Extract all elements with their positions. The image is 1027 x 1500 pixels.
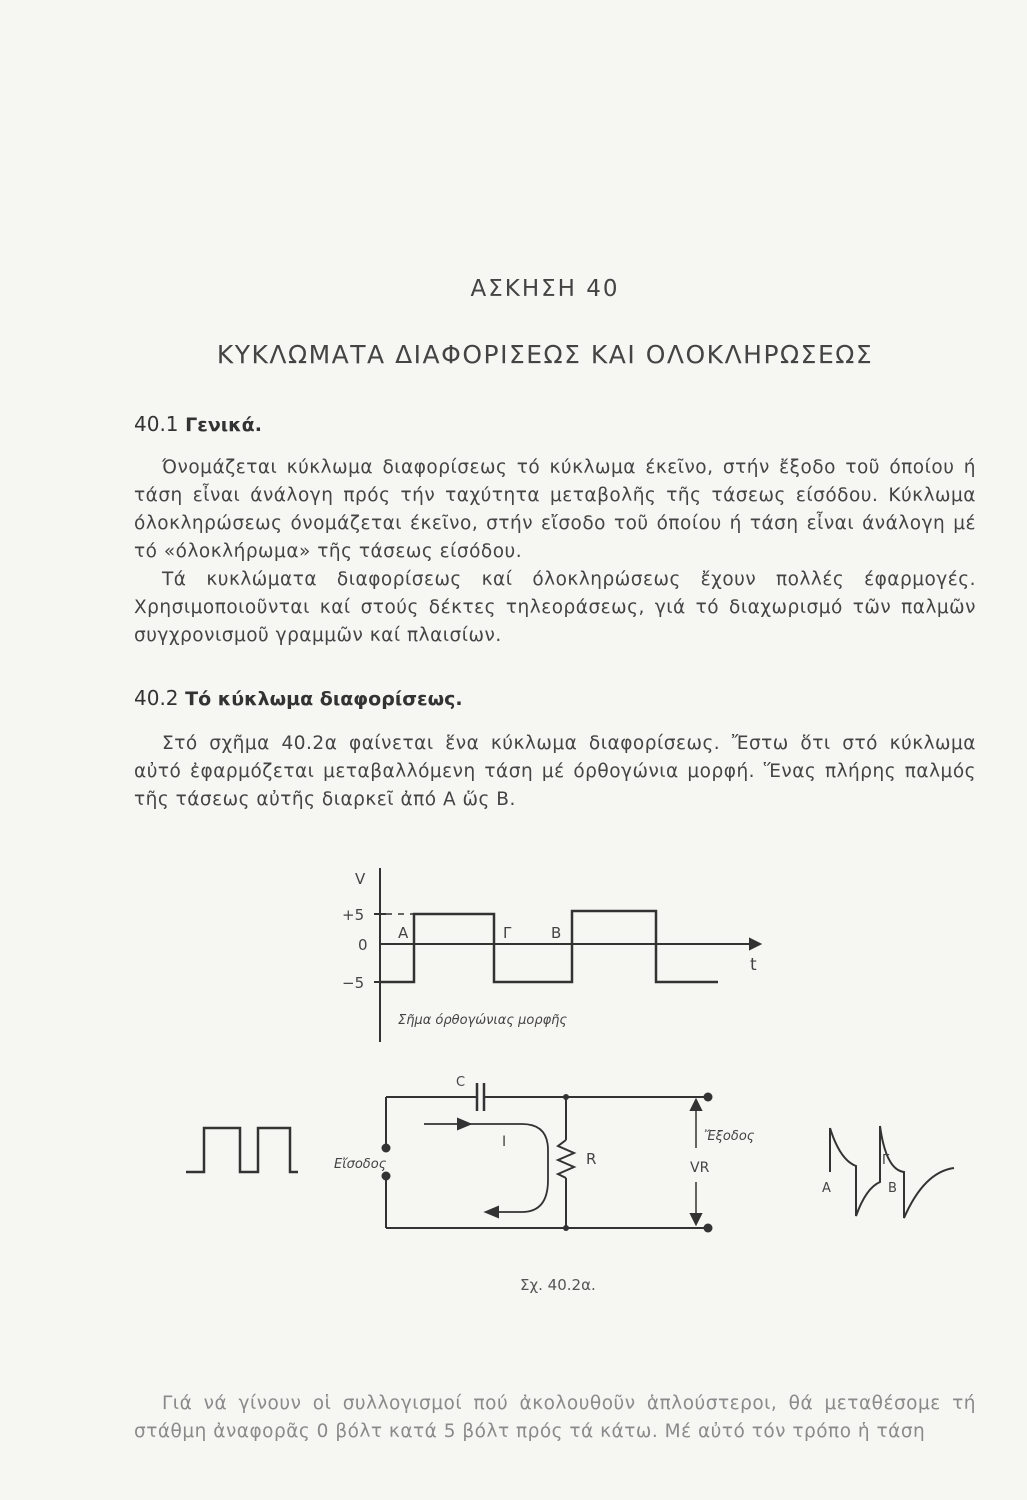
vr-arrowhead-down <box>691 1214 701 1224</box>
section-title: Τό κύκλωμα διαφορίσεως. <box>185 688 463 710</box>
label-point-b: Β <box>551 924 562 942</box>
junction-bottom <box>563 1225 569 1231</box>
terminal-in-bottom <box>382 1172 391 1181</box>
label-point-g: Γ <box>503 924 512 942</box>
graph-caption: Σῆμα όρθογώνιας μορφῆς <box>398 1013 568 1028</box>
label-tick-minus5: −5 <box>342 974 365 992</box>
paragraph-text: Γιά νά γίνουν οἱ συλλογισμοί πού ἀκολουθοῦν ἁπλούστεροι, θά μεταθέσομε τή στάθμη ἀναφορᾶς 0 βόλτ κατά 5 βόλτ πρός τά κάτω. Μέ αὐτό τόν τρόπο ἡ τάση <box>134 1393 976 1442</box>
paragraph-closing <box>134 1390 976 1446</box>
section-title: Γενικά. <box>185 414 262 436</box>
label-wave-a: Α <box>822 1181 831 1196</box>
section-number: 40.1 <box>134 412 179 436</box>
section-number: 40.2 <box>134 686 179 710</box>
label-v-axis: V <box>355 870 366 888</box>
terminal-in-top <box>382 1144 391 1153</box>
paragraph-text: Στό σχῆμα 40.2α φαίνεται ἕνα κύκλωμα διαφορίσεως. Ἔστω ὅτι στό κύκλωμα αὐτό ἐφαρμόζεται μεταβαλλόμενη τάση μέ όρθογώνια μορφή. Ἕνας πλήρης παλμός τῆς τάσεως αὐτῆς διαρκεῖ ἀπό Α ὥς Β. <box>134 733 976 810</box>
label-output-voltage: VR <box>690 1160 710 1176</box>
resistor <box>558 1140 574 1178</box>
vr-arrowhead-up <box>691 1100 701 1110</box>
label-tick-plus5: +5 <box>342 906 365 924</box>
label-capacitor: C <box>456 1075 466 1090</box>
label-output: Ἔξοδος <box>704 1129 755 1144</box>
label-point-a: Α <box>398 924 409 942</box>
paragraph-text: Όνομάζεται κύκλωμα διαφορίσεως τό κύκλωμα έκεῖνο, στήν ἔξοδο τοῦ όποίου ή τάση εἶναι άνάλογη πρός τήν ταχύτητα μεταβολῆς τῆς τάσεως είσόδου. Κύκλωμα όλοκληρώσεως όνομάζεται έκεῖνο, στήν εἴσοδο τοῦ όποίου ή τάση εἶναι άνάλογη μέ τό «όλοκλήρωμα» τῆς τάσεως είσόδου. <box>134 457 976 562</box>
label-wave-b: Β <box>888 1181 897 1196</box>
terminal-out-bottom <box>704 1224 713 1233</box>
terminal-out-top <box>704 1093 713 1102</box>
paragraph-text: Τά κυκλώματα διαφορίσεως καί όλοκληρώσεως ἔχουν πολλές έφαρμογές. Χρησιμοποιοῦνται καί στούς δέκτες τηλεοράσεως, γιά τό διαχωρισμό τῶν παλμῶν συγχρονισμοῦ γραμμῶν καί πλαισίων. <box>134 569 976 646</box>
figure-caption: Σχ. 40.2α. <box>520 1276 596 1294</box>
output-spikes <box>830 1126 954 1218</box>
label-t-axis: t <box>750 955 757 975</box>
t-axis-arrow <box>750 939 760 949</box>
current-arrow-top <box>458 1119 470 1129</box>
label-current: I <box>502 1134 507 1150</box>
label-wave-g: Γ <box>882 1153 890 1168</box>
square-wave <box>380 911 718 982</box>
current-arrow-bottom <box>486 1207 498 1217</box>
current-loop <box>424 1124 548 1212</box>
label-resistor: R <box>586 1150 597 1168</box>
input-pulses <box>186 1128 298 1172</box>
label-tick-zero: 0 <box>358 936 368 954</box>
label-input: Εἴσοδος <box>334 1157 387 1172</box>
exercise-number: ΑΣΚΗΣΗ 40 <box>470 276 620 302</box>
chapter-title: ΚΥΚΛΩΜΑΤΑ ΔΙΑΦΟΡΙΣΕΩΣ ΚΑΙ ΟΛΟΚΛΗΡΩΣΕΩΣ <box>216 340 874 369</box>
junction-top <box>563 1094 569 1100</box>
